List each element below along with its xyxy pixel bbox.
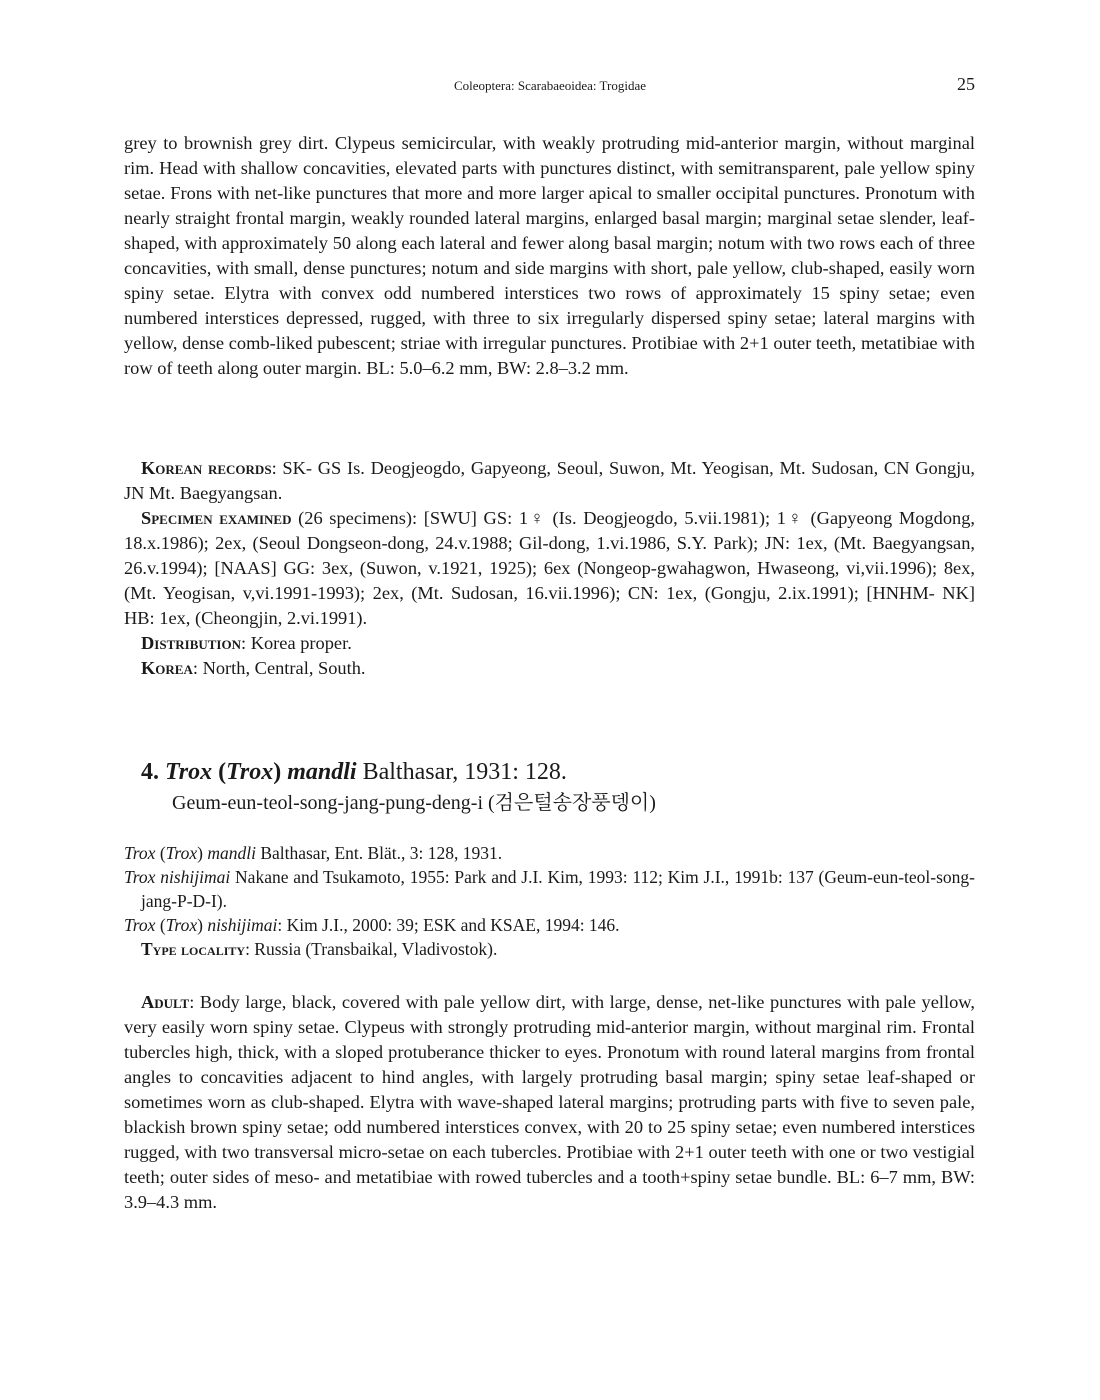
adult-text: : Body large, black, covered with pale yellow dirt, with large, dense, net-like punctures with pale yellow, very easily worn spiny setae. Clypeus with strongly protruding mid-anterior margin, without marginal rim. Frontal tubercles high, thick, with a sloped protuberance thicker to eyes. Pronotum with round lateral margins from frontal angles to concavities adjacent to hind angles, with largely protruding basal margin; spiny setae leaf-shaped or sometimes worn as club-shaped. Elytra with wave-shaped lateral margins; protruding parts with five to seven pale, blackish brown spiny setae; odd numbered interstices convex, with 20 to 25 spiny setae; even numbered interstices rugged, with two transversal micro-setae on each tubercles. Protibiae with 2+1 outer teeth with one or two vestigial teeth; outer sides of meso- and metatibiae with rowed tubercles and a tooth+spiny setae bundle. BL: 6–7 mm, BW: 3.9–4.3 mm. [124,992,975,1212]
species-heading [141,757,975,787]
synonym-entry [124,865,975,913]
korean-records-text: : SK- GS Is. Deogjeogdo, Gapyeong, Seoul, Suwon, Mt. Yeogisan, Mt. Sudosan, CN Gongju, JN Mt. Baegyangsan. [124,458,975,503]
specimen-examined-text: (26 specimens): [SWU] GS: 1♀ (Is. Deogjeogdo, 5.vii.1981); 1♀ (Gapyeong Mogdong, 18.x.1986); 2ex, (Seoul Dongseon-dong, 24.v.1988; Gil-dong, 1.vi.1986, S.Y. Park); JN: 1ex, (Mt. Baegyangsan, 26.v.1994); [NAAS] GG: 3ex, (Suwon, v.1921, 1925); 6ex (Nongeop-gwahagwon, Hwaseong, vi,vii.1996); 8ex, (Mt. Yeogisan, v,vi.1991-1993); 2ex, (Mt. Sudosan, 16.vii.1996); CN: 1ex, (Gongju, 2.ix.1991); [HNHM- NK] HB: 1ex, (Cheongjin, 2.vi.1991). [124,508,976,628]
distribution [124,631,975,656]
type-locality-label: Type locality [141,939,246,959]
adult-description [124,990,975,1215]
species-subgenus: Trox [226,759,274,785]
adult-paragraph [124,990,975,1215]
description-continued [124,131,975,381]
synonym-paren: ( [155,915,166,935]
synonym-citation: : Kim J.I., 2000: 39; ESK and KSAE, 1994: 146. [277,915,620,935]
specimen-examined [124,506,975,631]
synonym-epithet: nishijimai [207,915,278,935]
distribution-text: : Korea proper. [240,633,352,653]
synonymy-section [124,841,975,961]
synonym-name: Trox [124,915,156,935]
distribution-label: Distribution [141,633,241,653]
species-authority: Balthasar, 1931: 128. [356,759,567,785]
description-paragraph: grey to brownish grey dirt. Clypeus semicircular, with weakly protruding mid-anterior margin, without marginal rim. Head with shallow concavities, elevated parts with punctures distinct, with semitransparent, pale yellow spiny setae. Frons with net-like punctures that more and more larger apical to smaller occipital punctures. Pronotum with nearly straight frontal margin, weakly rounded lateral margins, enlarged basal margin; marginal setae slender, leaf-shaped, with approximately 50 along each lateral and fewer along basal margin; notum with two rows each of three concavities, with small, dense punctures; notum and side margins with short, pale yellow, club-shaped, easily worn spiny setae. Elytra with convex odd numbered interstices two rows of approximately 15 spiny setae; even numbered interstices depressed, rugged, with three to six irregularly dispersed spiny setae; lateral margins with yellow, dense comb-liked pubescent; striae with irregular punctures. Protibiae with 2+1 outer teeth, metatibiae with row of teeth along outer margin. BL: 5.0–6.2 mm, BW: 2.8–3.2 mm. [124,133,975,378]
korean-records-label: Korean records [141,458,272,478]
running-head: Coleoptera: Scarabaeoidea: Trogidae [453,78,647,93]
synonym-paren: ) [197,843,208,863]
specimen-examined-label: Specimen examined [141,508,292,528]
synonym-name: Trox nishijimai [124,867,231,887]
type-locality-text: : Russia (Transbaikal, Vladivostok). [245,939,498,959]
korea-label: Korea [141,658,193,678]
synonym-entry [124,841,975,865]
korean-records [124,456,975,506]
synonym-paren: ) [197,915,208,935]
species-subgenus-open: ( [212,759,227,785]
species-number: 4. [141,759,159,785]
type-locality [124,937,975,961]
page-number: 25 [957,74,975,94]
species-epithet: mandli [287,759,357,785]
species-genus: Trox [165,759,213,785]
synonym-paren: ( [155,843,166,863]
synonym-citation: Balthasar, Ent. Blät., 3: 128, 1931. [255,843,503,863]
synonym-name: Trox [124,843,156,863]
species-korean-name: Geum-eun-teol-song-jang-pung-deng-i (검은털송장풍뎅이) [172,792,656,814]
synonym-epithet: mandli [207,843,256,863]
korea-distribution [124,656,975,681]
records-section [124,456,975,681]
adult-label: Adult [141,992,190,1012]
synonym-subgenus: Trox [165,843,198,863]
synonym-citation: Nakane and Tsukamoto, 1955: Park and J.I. Kim, 1993: 112; Kim J.I., 1991b: 137 (Geum-eun-teol-song-jang-P-D-I). [141,867,975,911]
species-subgenus-close: ) [273,759,288,785]
korea-text: : North, Central, South. [192,658,366,678]
synonym-subgenus: Trox [165,915,198,935]
synonym-entry [124,913,975,937]
